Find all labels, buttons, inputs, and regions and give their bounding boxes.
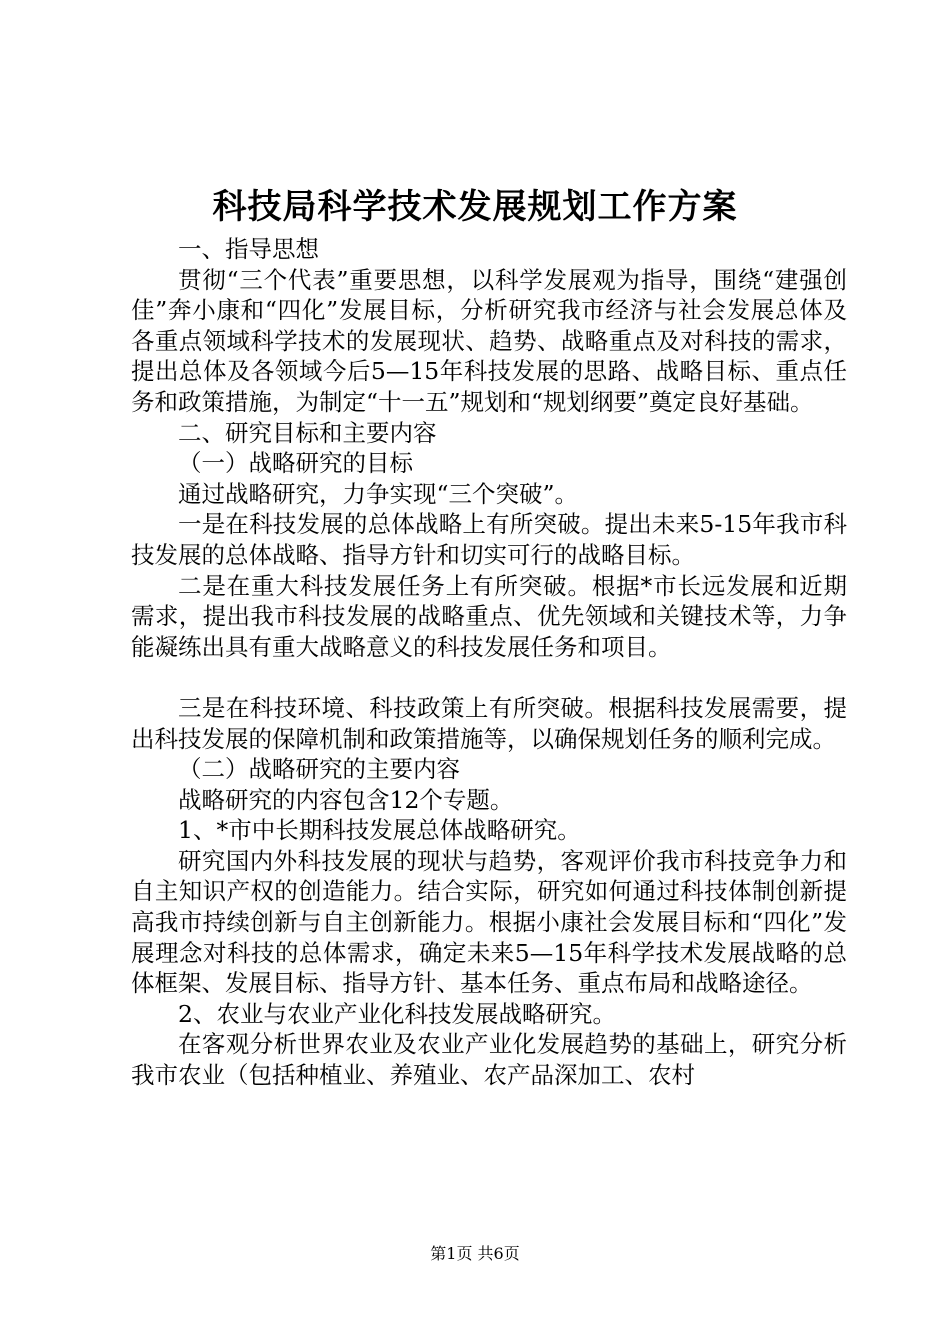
page-footer: 第1页 共6页 bbox=[430, 1244, 520, 1263]
document-body bbox=[131, 234, 847, 1091]
paragraph: 三是在科技环境、科技政策上有所突破。根据科技发展需要，提出科技发展的保障机制和政策措施等，以确保规划任务的顺利完成。 bbox=[131, 693, 847, 753]
section-heading: 二、研究目标和主要内容 bbox=[178, 418, 437, 447]
paragraph: 二是在重大科技发展任务上有所突破。根据*市长远发展和近期需求，提出我市科技发展的战略重点、优先领域和关键技术等，力争能凝练出具有重大战略意义的科技发展任务和项目。 bbox=[131, 571, 847, 661]
subsection-heading: （一）战略研究的目标 bbox=[178, 449, 413, 478]
paragraph: 战略研究的内容包含12个专题。 bbox=[178, 785, 514, 814]
topic-heading: 2、农业与农业产业化科技发展战略研究。 bbox=[178, 999, 616, 1028]
paragraph: 通过战略研究，力争实现“三个突破”。 bbox=[178, 479, 579, 508]
paragraph: 在客观分析世界农业及农业产业化发展趋势的基础上，研究分析我市农业（包括种植业、养殖业、农产品深加工、农村 bbox=[131, 1030, 847, 1090]
paragraph: 贯彻“三个代表”重要思想，以科学发展观为指导，围绕“建强创佳”奔小康和“四化”发展目标，分析研究我市经济与社会发展总体及各重点领域科学技术的发展现状、趋势、战略重点及对科技的需求，提出总体及各领域今后5—15年科技发展的思路、战略目标、重点任务和政策措施，为制定“十一五”规划和“规划纲要”奠定良好基础。 bbox=[131, 265, 847, 416]
paragraph: 研究国内外科技发展的现状与趋势，客观评价我市科技竞争力和自主知识产权的创造能力。结合实际，研究如何通过科技体制创新提高我市持续创新与自主创新能力。根据小康社会发展目标和“四化”发展理念对科技的总体需求，确定未来5—15年科学技术发展战略的总体框架、发展目标、指导方针、基本任务、重点布局和战略途径。 bbox=[131, 846, 847, 998]
blank-line bbox=[131, 662, 847, 693]
paragraph: 一是在科技发展的总体战略上有所突破。提出未来5-15年我市科技发展的总体战略、指导方针和切实可行的战略目标。 bbox=[131, 510, 847, 569]
section-heading: 一、指导思想 bbox=[178, 235, 319, 263]
document-title: 科技局科学技术发展规划工作方案 bbox=[212, 187, 738, 227]
subsection-heading: （二）战略研究的主要内容 bbox=[178, 755, 460, 784]
topic-heading: 1、*市中长期科技发展总体战略研究。 bbox=[178, 816, 581, 845]
